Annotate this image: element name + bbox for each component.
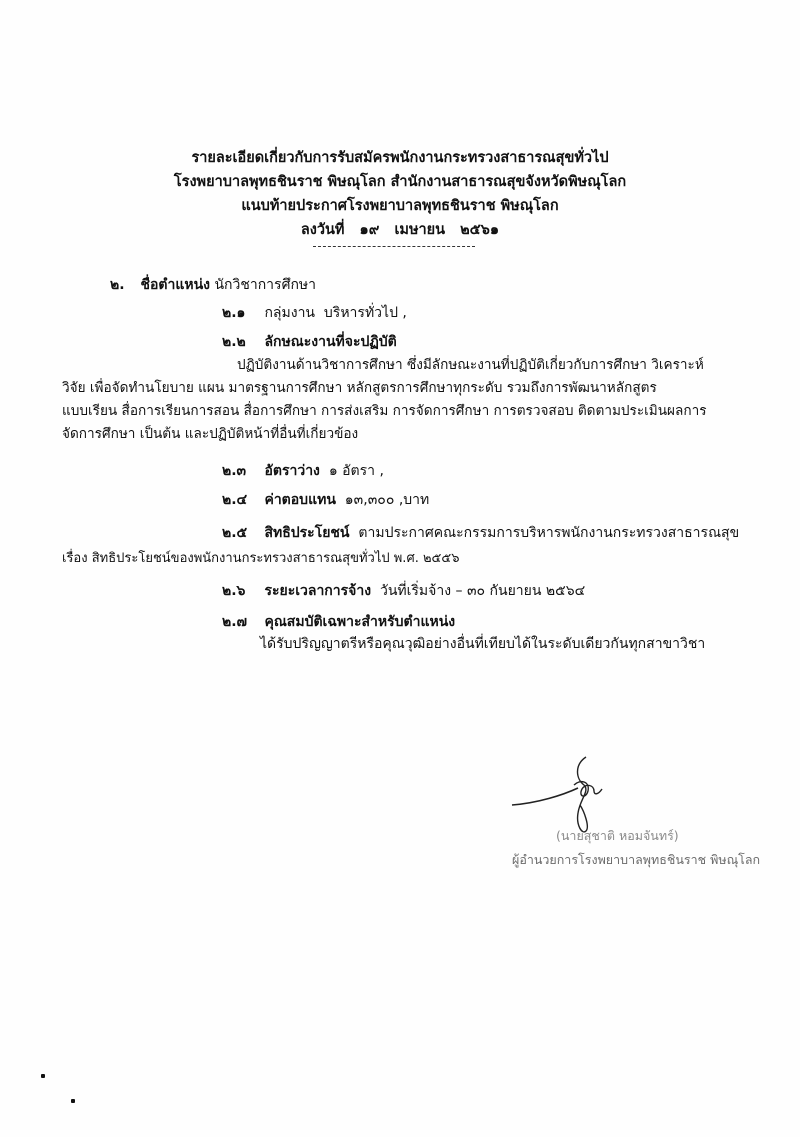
- item-number: ๒.๗: [222, 614, 248, 630]
- item-label: คุณสมบัติเฉพาะสำหรับตำแหน่ง: [264, 614, 456, 630]
- position-number: ๒.: [110, 277, 125, 293]
- job-description-line-4: จัดการศึกษา เป็นต้น และปฏิบัติหน้าที่อื่นที่เกี่ยวข้อง: [62, 426, 359, 442]
- signatory-name: (นายสุชาติ หอมจันทร์): [556, 828, 679, 843]
- item-label: ระยะเวลาการจ้าง: [264, 583, 372, 599]
- item-number: ๒.๓: [222, 463, 247, 479]
- item-value: ตามประกาศคณะกรรมการบริหารพนักงานกระทรวงสาธารณสุข: [358, 525, 740, 541]
- item-number: ๒.๖: [222, 583, 246, 599]
- job-description-line-2: วิจัย เพื่อจัดทำนโยบาย แผน มาตรฐานการศึกษา หลักสูตรการศึกษาทุกระดับ รวมถึงการพัฒนาหลักสูตร: [62, 380, 657, 396]
- item-vacancies: [222, 461, 384, 481]
- item-number: ๒.๕: [222, 525, 248, 541]
- date-label: ลงวันที่: [300, 222, 345, 238]
- item-value: ๑ อัตรา ,: [328, 463, 384, 479]
- header-separator: [313, 246, 475, 247]
- item-label: สิทธิประโยชน์: [264, 525, 350, 541]
- header-title-line-2: โรงพยาบาลพุทธชินราช พิษณุโลก สำนักงานสาธารณสุขจังหวัดพิษณุโลก: [173, 174, 627, 190]
- position-row: [110, 275, 316, 295]
- qualifications-value: ได้รับปริญญาตรีหรือคุณวุฒิอย่างอื่นที่เทียบได้ในระดับเดียวกันทุกสาขาวิชา: [260, 636, 706, 652]
- date-month: เมษายน: [394, 222, 446, 238]
- header-title-line-3: แนบท้ายประกาศโรงพยาบาลพุทธชินราช พิษณุโลก: [241, 198, 559, 214]
- benefits-continuation: เรื่อง สิทธิประโยชน์ของพนักงานกระทรวงสาธารณสุขทั่วไป พ.ศ. ๒๕๕๖: [62, 551, 460, 566]
- job-description-line-3: แบบเรียน สื่อการเรียนการสอน สื่อการศึกษา การส่งเสริม การจัดการศึกษา การตรวจสอบ ติดตามประเมินผลการ: [62, 403, 707, 419]
- item-compensation: [222, 490, 429, 510]
- item-label: ลักษณะงานที่จะปฏิบัติ: [264, 334, 397, 350]
- item-value: บริหารทั่วไป ,: [323, 305, 407, 321]
- header-title-line-1: รายละเอียดเกี่ยวกับการรับสมัครพนักงานกระทรวงสาธารณสุขทั่วไป: [191, 150, 609, 166]
- item-label: อัตราว่าง: [264, 463, 320, 479]
- job-description-line-1: ปฏิบัติงานด้านวิชาการศึกษา ซึ่งมีลักษณะงานที่ปฏิบัติเกี่ยวกับการศึกษา วิเคราะห์: [237, 357, 704, 373]
- item-number: ๒.๑: [222, 305, 246, 321]
- position-label: ชื่อตำแหน่ง: [140, 277, 210, 293]
- item-label: ค่าตอบแทน: [264, 492, 336, 508]
- scan-speck: [41, 1074, 45, 1078]
- signatory-title: ผู้อำนวยการโรงพยาบาลพุทธชินราช พิษณุโลก: [512, 852, 761, 867]
- date-year: ๒๕๖๑: [460, 222, 500, 238]
- item-value: ๑๓,๓๐๐ ,บาท: [344, 492, 430, 508]
- document-header: [0, 146, 800, 242]
- header-date-line: [0, 218, 800, 242]
- item-number: ๒.๔: [222, 492, 248, 508]
- item-qualifications: [222, 612, 455, 632]
- item-job-description: [222, 332, 397, 352]
- scan-speck: [71, 1099, 75, 1103]
- item-work-group: [222, 303, 407, 323]
- item-value: วันที่เริ่มจ้าง – ๓๐ กันยายน ๒๕๖๔: [379, 583, 586, 599]
- item-employment-period: [222, 581, 585, 601]
- item-number: ๒.๒: [222, 334, 246, 350]
- date-day: ๑๙: [359, 222, 380, 238]
- item-benefits: [222, 523, 739, 543]
- position-value: นักวิชาการศึกษา: [214, 277, 317, 293]
- item-label: กลุ่มงาน: [264, 305, 316, 321]
